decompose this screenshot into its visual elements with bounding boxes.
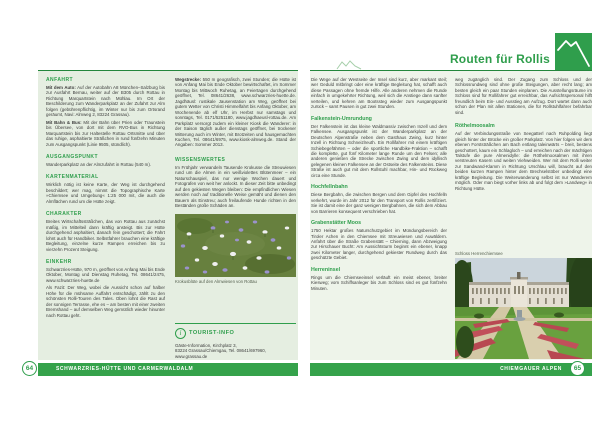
section-heading-charakter: CHARAKTER <box>46 211 82 218</box>
tourist-info-line: www.grassau.de <box>175 354 208 360</box>
left-footer-title: SCHWARZRIES-HÜTTE UND CARMERWALDALM <box>56 366 194 372</box>
wissenswertes-text: Im Frühjahr verwandeln Tausende Krokusse die Streuwiesen rund um die Almen in ein weißviolettes Blütenmeer – ein Naturschauspiel, das nur wenige Wochen dauert und Fotografen von weit her anlockt. In dieser Zeit bitte unbedingt auf den gekiesten Wegen bleiben: Die empfindlichen Wiesen werden noch auf traditionelle Weise gemäht und dienen den Bauern als Einstreu; auch freilaufende Hunde richten in den Beständen große Schäden an. <box>175 164 296 209</box>
herrenchiemsee-palace-photo <box>455 258 592 359</box>
left-page-number: 64 <box>22 361 37 376</box>
section-heading-falkenstein: Falkenstein-Umrundung <box>311 115 372 122</box>
right-footer-title: CHIEMGAUER ALPEN <box>500 366 562 372</box>
hochfellnbahn-text: Diese Bergbahn, die zwischen Bergen und dem Gipfel des Hochfelln verkehrt, wurde im Jahr 2012 für den Transport von Rollis zertifiziert. Sie ist damit eine der ganz wenigen Bergbahnen, die sich dem Abbau von Barrieren konsequent verschrieben hat. <box>311 192 447 214</box>
anfahrt-text-bahn: Mit der Bahn über Prien oder Traunstein bis Übersee, von dort mit dem RVO-Bus in Richtung Marquartstein bis zur Haltestelle Rottau Ortsmitte und über das ruhige, asphaltierte Sträßchen in rund fünfzehn Minuten zum Ausgangspunkt (Linie 9505, stündlich). <box>46 119 165 147</box>
wegstrecke-lead: Wegstrecke: <box>175 77 202 82</box>
mountain-logo-icon <box>555 33 592 70</box>
anfahrt-text-auto: Auf der Autobahn A8 München–Salzburg bis zur Ausfahrt Bernau, weiter auf der B305 durch Rottau in Richtung Marquartstein nach Mühlau. Im Ort der Beschilderung zum Wanderparkplatz an der Zufahrt zur Alm folgen (gebührenpflichtig, im Winter nur bis zum Ortsrand geräumt, Navi: Almweg 2, 83224 Grassau). <box>46 85 165 118</box>
right-column-2 <box>455 77 592 359</box>
herreninsel-text: Rings um die Chiemseeinsel verläuft ein meist ebener, breiter Kiesweg; vom Schiffsanleger bis zum Schloss sind es gut fünfzehn Minuten. <box>311 274 447 291</box>
left-page-top-rule <box>38 70 298 71</box>
section-heading-einkehr: EINKEHR <box>46 258 72 265</box>
anfahrt-paragraph-auto <box>46 85 165 118</box>
wegstrecke-text: 550 m geografisch, zwei Stunden; die Hütte ist von Anfang Mai bis Ende Oktober bewirtschaftet, im Sommer Montag bis Mittwoch Ruhetag, an Feiertagen durchgehend geöffnet, Tel. 08641/2638, www.schwarzries-huette.de. Jagdhäusl: rustikale Jausenstation am Weg, geöffnet bei gutem Wetter von Christi Himmelfahrt bis Anfang Oktober, am Wochenende ab elf Uhr, im Herbst nur samstags und sonntags, Tel. 0171/5251180, www.jagdhaeusl-rottau.de. Am Parkplatz versorgt zudem ein kleiner Kiosk die Wanderer: in der Saison täglich außer dienstags geöffnet, bei trockener Witterung auch im Winter, mit Brotzeiten und hausgemachten Kuchen, Tel. 08641/6975, www.kiosk-almweg.de. Stand der Angaben: Sommer 2013. <box>175 77 296 148</box>
einkehr-text: Schwarzries-Hütte, 970 m, geöffnet von Anfang Mai bis Ende Oktober, Montag und Dienstag Ruhetag, Tel. 08641/2475, www.schwarzries-huette.de <box>46 266 165 283</box>
tourist-info-label: TOURIST-INFO <box>189 330 235 337</box>
right-column-1 <box>311 77 447 359</box>
right-footer-bar <box>310 363 592 376</box>
section-heading-wissenswertes: WISSENSWERTES <box>175 156 226 163</box>
wegstrecke-paragraph <box>175 77 296 148</box>
crocus-meadow-photo <box>175 214 296 277</box>
mountain-range-icon <box>336 57 362 75</box>
tourist-info-lines <box>175 343 296 360</box>
info-icon: i <box>175 328 186 339</box>
kartenmaterial-text: Wirklich nötig ist keine Karte, der Weg ist durchgehend beschildert; wer mag, nimmt die Topographische Karte »Chiemsee und Umgebung« 1:25 000 mit, die auch die Almflächen rund um die Hütte zeigt. <box>46 182 165 204</box>
section-heading-anfahrt: ANFAHRT <box>46 77 74 83</box>
section-heading-ausgangspunkt: AUSGANGSPUNKT <box>46 153 98 160</box>
left-column-2 <box>175 77 296 360</box>
anfahrt-lead-bahn: Mit Bahn & Bus: <box>46 119 82 125</box>
section-heading-herreninsel: Herreninsel <box>311 266 341 273</box>
page-title: Routen für Rollis <box>449 52 550 66</box>
left-footer-bar <box>38 363 298 376</box>
charakter-text: Breites Wirtschaftssträßchen, das von Rottau aus zunächst mäßig, im Mittelteil dann kräftig ansteigt. Bis zur Hütte durchgehend asphaltiert, danach fein geschottert; die Fahrt lohnt auch für Handbiker. Selbstfahrer brauchen eine kräftige Begleitung, einzelne kurze Rampen erreichen bis zu vierzehn Prozent Steigung. <box>46 219 165 252</box>
grabenstaetter-moos-text: 1750 Hektar großes Naturschutzgebiet im Mündungsbereich der Tiroler Achen in den Chiemsee mit Streuwiesen und Auwäldern. Anfahrt über die Straße Grabenstätt – Chieming, dann Abzweigung zur Hirschauer Bucht: Am Aussichtsturm beginnt ein ebener, knapp zwei Kilometer langer, durchgehend gekiester Rundweg durch das geschützte Gebiet. <box>311 228 447 261</box>
falkenstein-text: Der Falkenstein ist das kleine Waldmassiv zwischen Inzell und dem Falkensee. Ausgangspunkt ist der Wanderparkplatz an der Deutschen Alpenstraße neben dem Gasthaus Zwing, kurz hinter Inzell in Richtung Schneizlreuth. Ein Rollifahrer mit einem kräftigen Schiebegefährten – oder die sportliche Handbike-Fraktion – schafft die komplette, gut fünf Kilometer lange Runde um den Felsen; alle anderen genießen die Strecke zwischen Zwing und dem idyllisch gelegenen kleinen Falkensee an der Ostseite des Falkensteins. Diese Straße ist auch gut mit dem Rollstuhl machbar, Hin- und Rückweg circa eine Stunde. <box>311 123 447 178</box>
closing-note: Als Fazit: Der Weg, wobei die Aussicht schon auf halber Höhe für die mühsame Auffahrt entschädigt, zählt zu den schönsten Rolli-Touren des Tales. Oben lohnt die Rast auf der sonnigen Terrasse, ehe es – am besten mit einer zweiten Bremshand – auf demselben Weg gemütlich wieder hinunter nach Rottau geht. <box>46 285 165 318</box>
section-heading-grabenstaetter-moos: Grabenstätter Moos <box>311 220 362 227</box>
tourist-info-box <box>175 323 296 360</box>
right-intro-text: Die Wege auf der Westseite der Insel sind kurz, aber markant steil; wer Geduld mitbringt oder eine kräftige Begleitung hat, schafft auch diese Passagen ohne fremde Hilfe. Alle anderen nehmen die Runde einfach in umgekehrter Richtung, weil sich die Anstiege dann sanfter verteilen, und kehren am Bootssteg wieder zum Ausgangspunkt zurück – samt Pausen in gut zwei Stunden. <box>311 77 447 110</box>
right-page-number: 65 <box>570 361 585 376</box>
tourist-info-line: 83224 Grassau/Chiemgau, Tel. 08641/697960, <box>175 348 266 354</box>
tourist-info-line: Gäste-Information, Kirchplatz 3, <box>175 342 237 348</box>
section-heading-roethelmoosalm: Röthelmoosalm <box>455 123 495 130</box>
anfahrt-lead-auto: Mit dem Auto: <box>46 85 76 90</box>
palace-photo-caption: Schloss Herrenchiemsee <box>455 251 503 256</box>
roethelmoosalm-text: Auf der Verbindungsstraße von Seegatterl nach Ruhpolding liegt gleich hinter der Brücke ein großer Parkplatz. Von hier folgen wir dem ebenen Forststräßchen am Bach entlang taleinwärts – breit, bestens geschottert, kaum ein Schlagloch – und erreichen nach der mächtigen Talstufe die pure Almenidylle: die Röthelmoosalmen mit ihren verstreuten Kasern und weiten Viehweiden. Wer mit dem Rolli weiter zur Sandwand-Klamm in Richtung Urschlau will, braucht auf den beiden kurzen Rampen hinter dem Brechselstöber unbedingt eine kräftige Begleitung. Die Weiterwanderung selbst ist nur Wanderern möglich. Oder man biegt vorher links ab und folgt dem »Landweg« in Richtung Hütte. <box>455 131 592 191</box>
ausgangspunkt-text: Wanderparkplatz an der Almzufahrt in Rottau (540 m). <box>46 161 152 167</box>
crocus-photo-caption: Krokusblüte auf den Almwiesen von Rottau <box>175 278 257 284</box>
tourist-info-header <box>175 328 296 339</box>
left-column-1 <box>46 77 165 360</box>
section-heading-hochfellnbahn: Hochfellnbahn <box>311 184 348 191</box>
anfahrt-paragraph-bahn <box>46 120 165 147</box>
section-heading-kartenmaterial: KARTENMATERIAL <box>46 174 99 181</box>
right-col2-intro-text: weg zugänglich sind. Der Zugang zum Schloss und der Schlossrundweg sind ohne große Steigungen, aber recht lang; am besten gleich ein paar Stunden einplanen. Die Ausstellungsräume im Schloss sind für Rollifahrer gut erreichbar, das Aufsichtspersonal hilft freundlich beim Ein- und Ausstieg am Aufzug. Dort wartet dann auch schon der Plan mit allen Stationen, die für Rollstuhlfahrer befahrbar sind. <box>455 77 592 115</box>
